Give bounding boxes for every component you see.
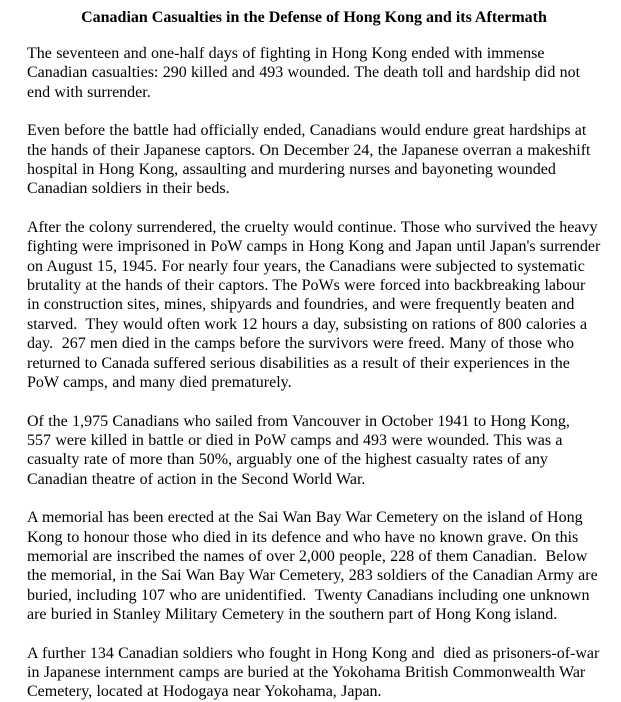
paragraph-yokohama-cemetery: A further 134 Canadian soldiers who fought in Hong Kong and died as prisoners-of-war in Japanese internment camps are buried at the Yokohama British Commonwealth War Cemetery, located at Hodogaya near Yokohama, Japan. — [27, 644, 604, 701]
paragraph-hospital-atrocity: Even before the battle had officially ended, Canadians would endure great hardships at the hands of their Japanese captors. On December 24, the Japanese overran a makeshift hospital in Hong Kong, assaulting and murdering nurses and bayoneting wounded Canadian soldiers in their beds. — [27, 122, 595, 198]
paragraph-pow-camps: After the colony surrendered, the cruelty would continue. Those who survived the heavy fighting were imprisoned in PoW camps in Hong Kong and Japan until Japan's surrender on August 15, 1945. For nearly four years, the Canadians were subjected to systematic brutality at the hands of their captors. The PoWs were forced into backbreaking labour in construction sites, mines, shipyards and foundries, and were frequently beaten and starved. They would often work 12 hours a day, subsisting on rations of 800 calories a day. 267 men died in the camps before the survivors were freed. Many of those who returned to Canada suffered serious disabilities as a result of their experiences in the PoW camps, and many died prematurely. — [27, 218, 605, 392]
document-title: Canadian Casualties in the Defense of Hong Kong and its Aftermath — [81, 9, 547, 26]
paragraph-casualty-rate: Of the 1,975 Canadians who sailed from Vancouver in October 1941 to Hong Kong, 557 were killed in battle or died in PoW camps and 493 were wounded. This was a casualty rate of more than 50%, arguably one of the highest casualty rates of any Canadian theatre of action in the Second World War. — [27, 412, 579, 488]
paragraph-casualty-summary: The seventeen and one-half days of fighting in Hong Kong ended with immense Canadian casualties: 290 killed and 493 wounded. The death toll and hardship did not end with surrender. — [27, 45, 585, 101]
paragraph-sai-wan-memorial: A memorial has been erected at the Sai Wan Bay War Cemetery on the island of Hong Kong to honour those who died in its defence and who have no known grave. On this memorial are inscribed the names of over 2,000 people, 228 of them Canadian. Below the memorial, in the Sai Wan Bay War Cemetery, 283 soldiers of the Canadian Army are buried, including 107 who are unidentified. Twenty Canadians including one unknown are buried in Stanley Military Cemetery in the southern part of Hong Kong island. — [27, 509, 602, 624]
